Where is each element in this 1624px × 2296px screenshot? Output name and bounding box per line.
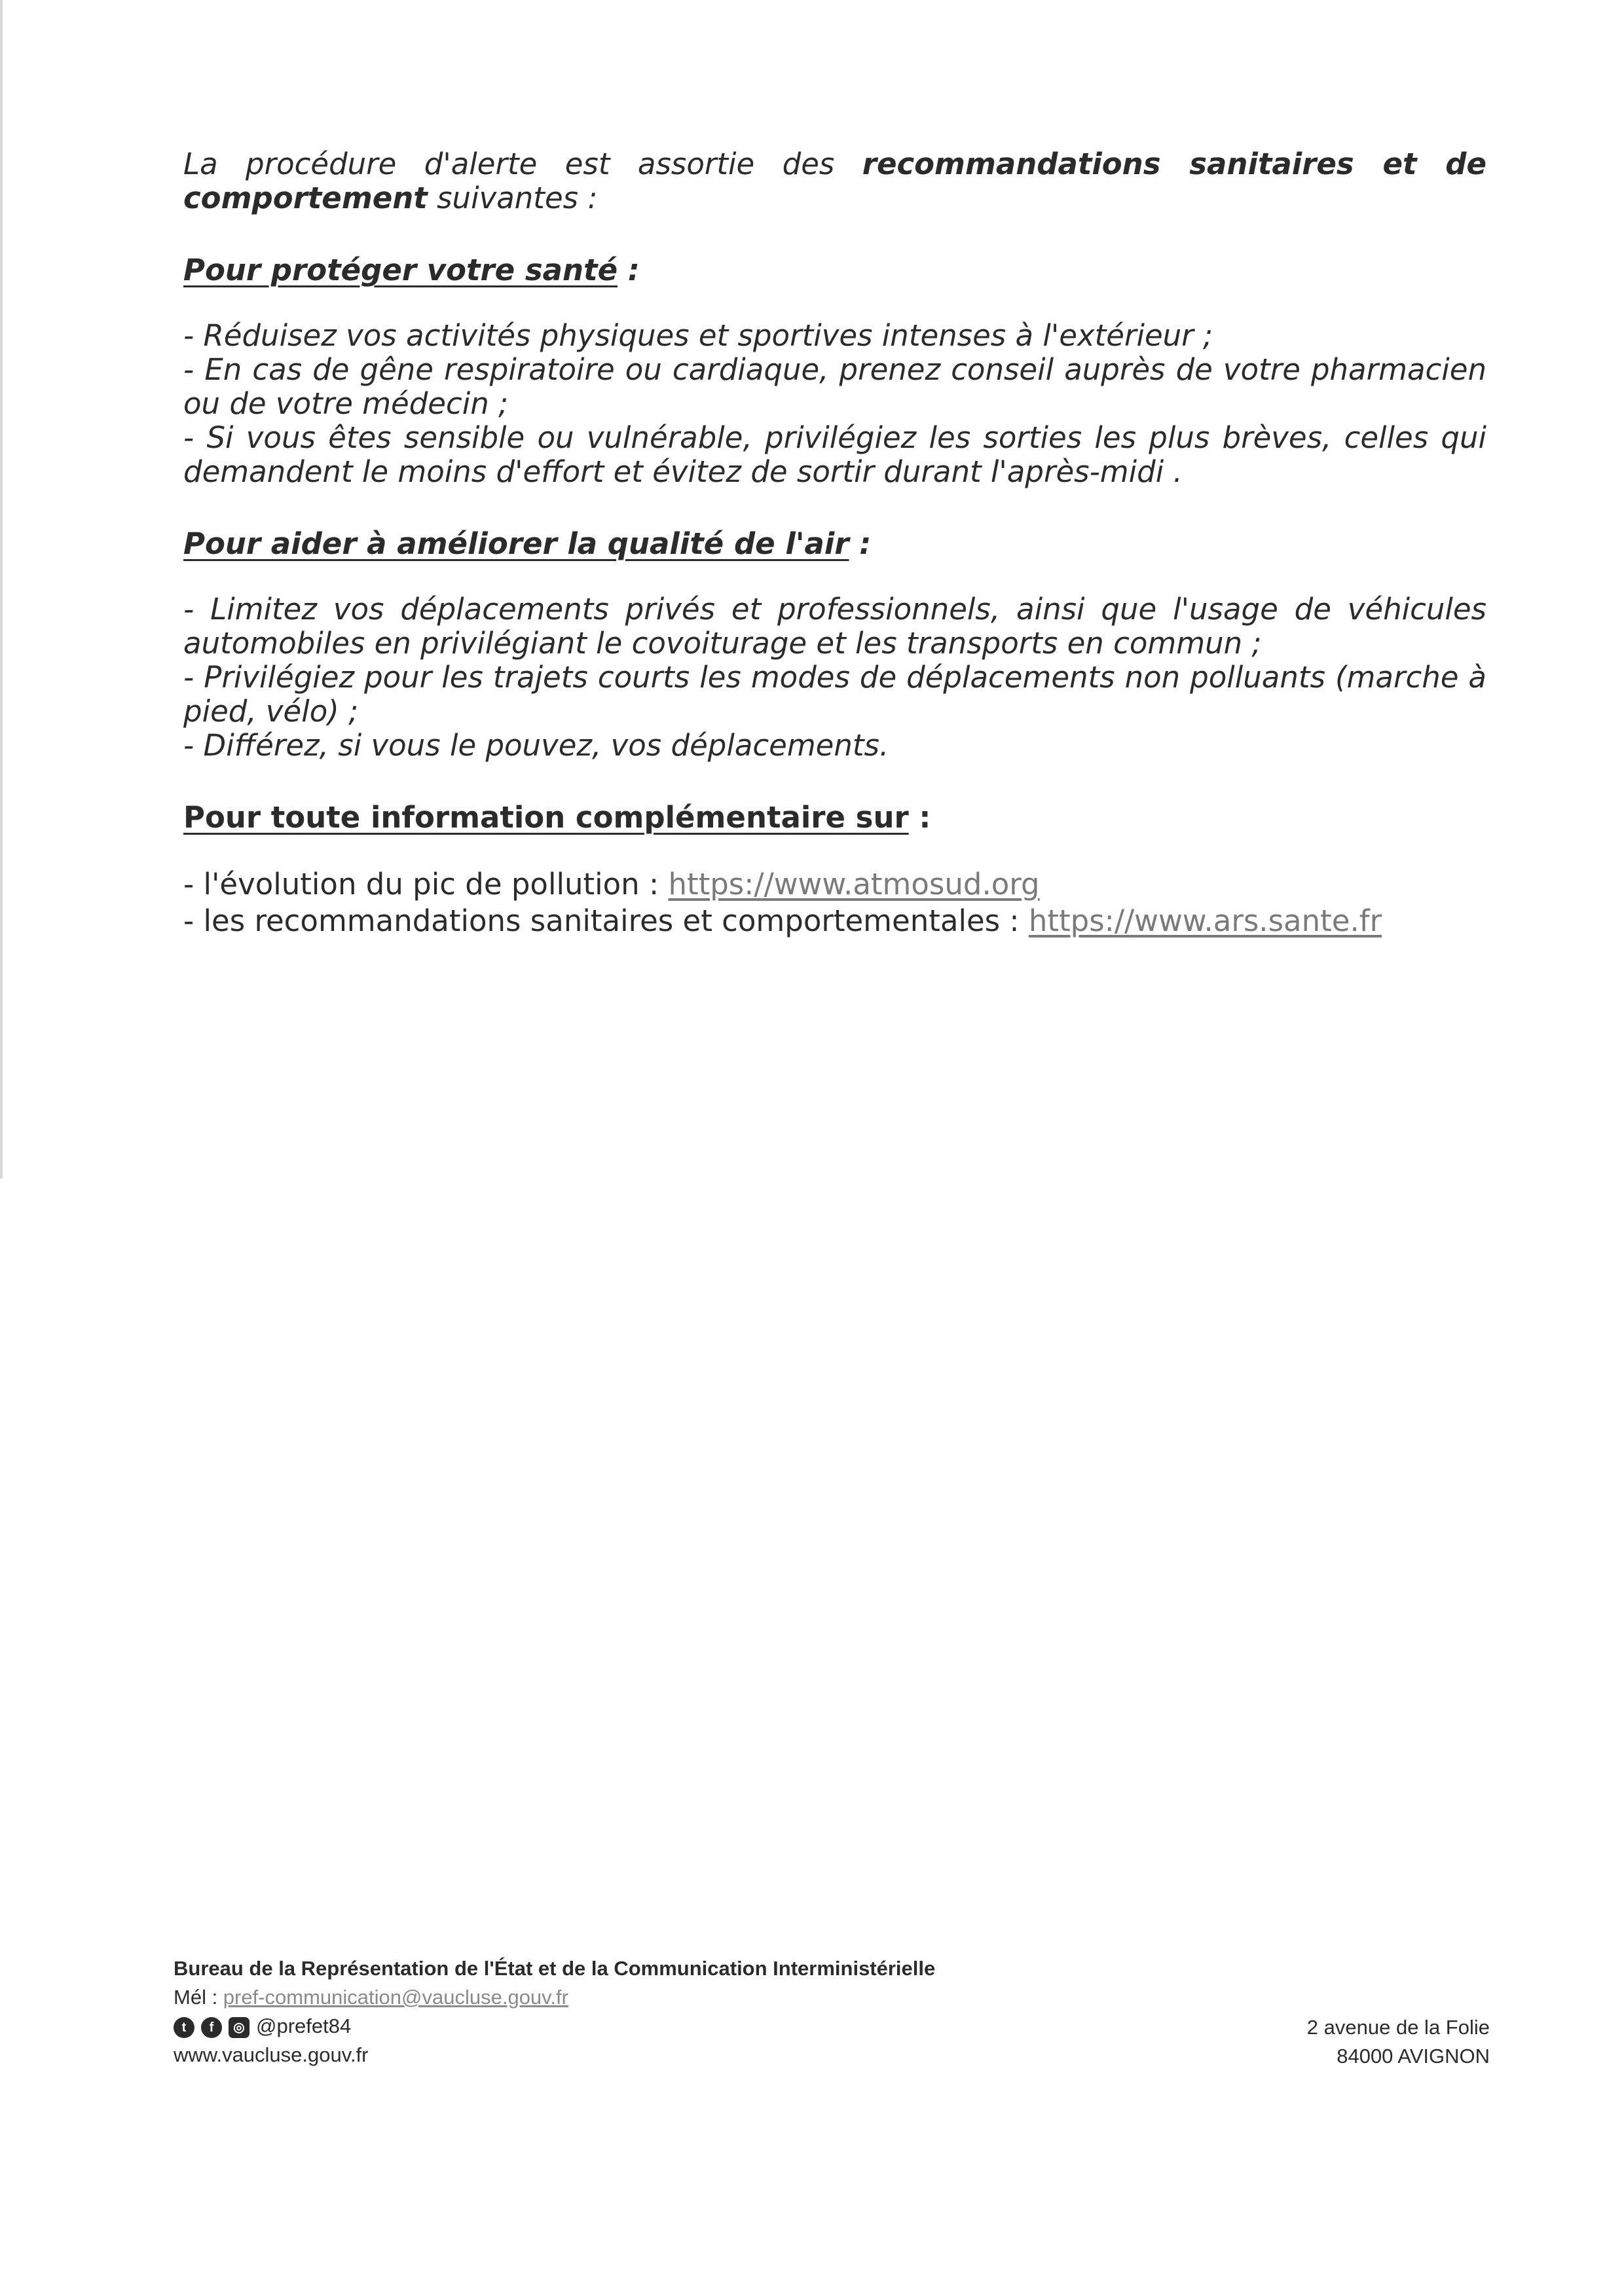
info-section-title bbox=[183, 801, 1486, 835]
footer-website[interactable]: www.vaucluse.gouv.fr bbox=[174, 2043, 369, 2066]
air-list bbox=[183, 592, 1486, 763]
list-item: - Réduisez vos activités physiques et sportives intenses à l'extérieur ; bbox=[183, 318, 1213, 353]
health-title-text: Pour protéger votre santé bbox=[183, 253, 618, 287]
footer-address bbox=[1307, 2013, 1490, 2071]
page-edge bbox=[0, 0, 3, 1178]
instagram-icon[interactable]: ◎ bbox=[229, 2017, 249, 2038]
intro-prefix: La procédure d'alerte est assortie des bbox=[183, 147, 862, 181]
intro-suffix: suivantes : bbox=[427, 181, 598, 215]
document-body bbox=[183, 147, 1486, 939]
air-title-suffix: : bbox=[849, 526, 872, 561]
list-item bbox=[183, 903, 1486, 939]
page-footer bbox=[174, 1954, 1490, 2098]
info-label: - l'évolution du pic de pollution : bbox=[183, 867, 669, 902]
health-title-suffix: : bbox=[618, 253, 640, 287]
mail-label: Mél : bbox=[174, 1986, 223, 2009]
facebook-icon[interactable]: f bbox=[201, 2017, 222, 2038]
address-line-2: 84000 AVIGNON bbox=[1337, 2045, 1490, 2068]
footer-social-line bbox=[174, 2012, 1490, 2041]
atmosud-link[interactable]: https://www.atmosud.org bbox=[668, 867, 1040, 902]
list-item: - Différez, si vous le pouvez, vos déplacements. bbox=[183, 728, 889, 763]
info-list bbox=[183, 866, 1486, 939]
info-title-suffix: : bbox=[908, 800, 931, 835]
ars-link[interactable]: https://www.ars.sante.fr bbox=[1028, 903, 1382, 938]
social-icons bbox=[174, 2017, 249, 2038]
address-line-1: 2 avenue de la Folie bbox=[1306, 2016, 1490, 2039]
list-item: - En cas de gêne respiratoire ou cardiaque, prenez conseil auprès de votre pharmacien ou de votre médecin ; bbox=[183, 352, 1486, 421]
air-section-title bbox=[183, 527, 1486, 561]
intro-bold: recommandations sanitaires et de comportement bbox=[183, 147, 1486, 215]
list-item bbox=[183, 866, 1486, 903]
air-title-text: Pour aider à améliorer la qualité de l'air bbox=[183, 526, 849, 561]
list-item: - Privilégiez pour les trajets courts les modes de déplacements non polluants (marche à pied, vélo) ; bbox=[183, 660, 1486, 729]
health-section-title bbox=[183, 253, 1486, 287]
social-handle: @prefet84 bbox=[256, 2014, 352, 2037]
health-list bbox=[183, 319, 1486, 489]
list-item: - Si vous êtes sensible ou vulnérable, privilégiez les sorties les plus brèves, celles qui demandent le moins d'effort et évitez de sortir durant l'après-midi . bbox=[183, 420, 1486, 489]
twitter-icon[interactable]: t bbox=[174, 2017, 194, 2038]
info-title-text: Pour toute information complémentaire sur bbox=[183, 800, 909, 835]
footer-mail-line bbox=[174, 1983, 1490, 2012]
info-label: - les recommandations sanitaires et comportementales : bbox=[183, 903, 1029, 938]
mail-link[interactable]: pref-communication@vaucluse.gouv.fr bbox=[223, 1986, 568, 2009]
intro-paragraph bbox=[183, 147, 1486, 215]
list-item: - Limitez vos déplacements privés et professionnels, ainsi que l'usage de véhicules automobiles en privilégiant le covoiturage et les transports en commun ; bbox=[183, 592, 1486, 661]
footer-bureau: Bureau de la Représentation de l'État et de la Communication Interministérielle bbox=[174, 1957, 936, 1980]
